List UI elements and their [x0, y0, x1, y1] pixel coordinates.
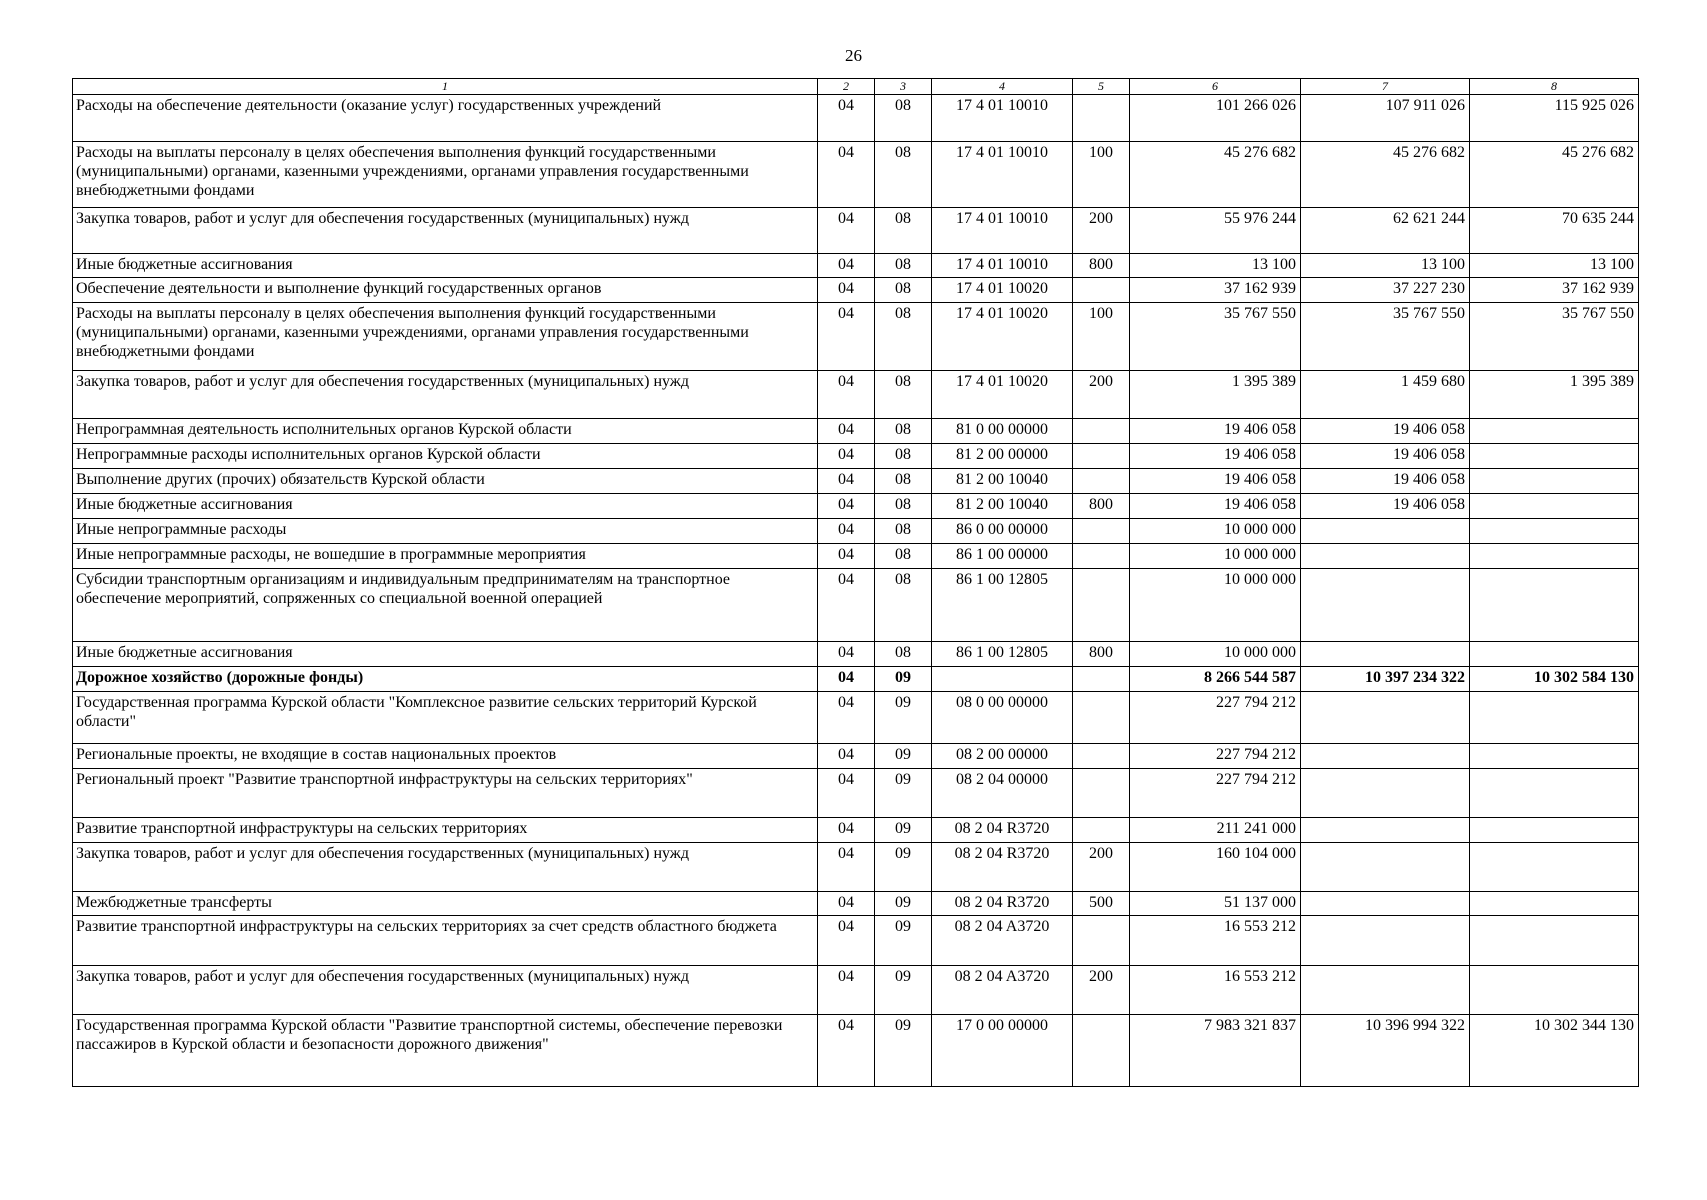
section-code-cell: 04	[818, 692, 875, 744]
target-article-cell: 17 4 01 10010	[932, 95, 1073, 142]
item-name-cell: Иные бюджетные ассигнования	[73, 254, 818, 278]
amount-col8-cell	[1470, 494, 1639, 519]
target-article-cell: 08 2 04 R3720	[932, 818, 1073, 843]
section-code-cell: 04	[818, 769, 875, 818]
subsection-code-cell: 08	[875, 303, 932, 371]
subsection-code-cell: 09	[875, 1015, 932, 1087]
amount-col6-cell: 1 395 389	[1130, 371, 1301, 419]
target-article-cell	[932, 667, 1073, 692]
page-number: 26	[845, 46, 862, 65]
subsection-code-cell: 08	[875, 642, 932, 667]
amount-col8-cell	[1470, 569, 1639, 642]
expense-type-cell	[1073, 544, 1130, 569]
amount-col6-cell: 19 406 058	[1130, 444, 1301, 469]
amount-col6-cell: 211 241 000	[1130, 818, 1301, 843]
amount-col7-cell	[1301, 966, 1470, 1015]
amount-col6-cell: 227 794 212	[1130, 769, 1301, 818]
amount-col8-cell: 10 302 584 130	[1470, 667, 1639, 692]
amount-col7-cell	[1301, 843, 1470, 892]
target-article-cell: 17 4 01 10020	[932, 371, 1073, 419]
target-article-cell: 17 4 01 10010	[932, 208, 1073, 254]
section-code-cell: 04	[818, 469, 875, 494]
amount-col7-cell	[1301, 544, 1470, 569]
target-article-cell: 08 2 04 00000	[932, 769, 1073, 818]
amount-col6-cell: 16 553 212	[1130, 966, 1301, 1015]
table-row	[73, 667, 1639, 692]
amount-col7-cell: 35 767 550	[1301, 303, 1470, 371]
subsection-code-cell: 08	[875, 208, 932, 254]
target-article-cell: 17 4 01 10010	[932, 254, 1073, 278]
amount-col8-cell	[1470, 692, 1639, 744]
amount-col6-cell: 227 794 212	[1130, 744, 1301, 769]
section-code-cell: 04	[818, 208, 875, 254]
subsection-code-cell: 09	[875, 818, 932, 843]
subsection-code-cell: 09	[875, 692, 932, 744]
item-name-cell: Иные бюджетные ассигнования	[73, 642, 818, 667]
amount-col8-cell	[1470, 843, 1639, 892]
amount-col7-cell	[1301, 769, 1470, 818]
amount-col7-cell: 19 406 058	[1301, 444, 1470, 469]
item-name-cell: Дорожное хозяйство (дорожные фонды)	[73, 667, 818, 692]
item-name-cell: Межбюджетные трансферты	[73, 892, 818, 916]
target-article-cell: 81 2 00 10040	[932, 469, 1073, 494]
amount-col7-cell: 37 227 230	[1301, 278, 1470, 303]
item-name-cell: Региональный проект "Развитие транспортной инфраструктуры на сельских территориях"	[73, 769, 818, 818]
target-article-cell: 86 1 00 12805	[932, 642, 1073, 667]
subsection-code-cell: 09	[875, 843, 932, 892]
item-name-cell: Государственная программа Курской области "Развитие транспортной системы, обеспечение перевозки пассажиров в Курской области и безопасности дорожного движения"	[73, 1015, 818, 1087]
expense-type-cell	[1073, 95, 1130, 142]
target-article-cell: 08 2 00 00000	[932, 744, 1073, 769]
expense-type-cell	[1073, 769, 1130, 818]
amount-col7-cell	[1301, 744, 1470, 769]
column-header: 7	[1301, 79, 1470, 95]
amount-col6-cell: 19 406 058	[1130, 469, 1301, 494]
item-name-cell: Закупка товаров, работ и услуг для обеспечения государственных (муниципальных) нужд	[73, 843, 818, 892]
subsection-code-cell: 09	[875, 966, 932, 1015]
section-code-cell: 04	[818, 95, 875, 142]
amount-col8-cell	[1470, 916, 1639, 966]
amount-col6-cell: 35 767 550	[1130, 303, 1301, 371]
amount-col8-cell: 45 276 682	[1470, 142, 1639, 208]
section-code-cell: 04	[818, 494, 875, 519]
item-name-cell: Иные непрограммные расходы	[73, 519, 818, 544]
subsection-code-cell: 08	[875, 278, 932, 303]
amount-col8-cell: 115 925 026	[1470, 95, 1639, 142]
table-row	[73, 254, 1639, 278]
amount-col6-cell: 227 794 212	[1130, 692, 1301, 744]
section-code-cell: 04	[818, 142, 875, 208]
amount-col7-cell	[1301, 818, 1470, 843]
amount-col8-cell: 35 767 550	[1470, 303, 1639, 371]
table-row	[73, 142, 1639, 208]
section-code-cell: 04	[818, 916, 875, 966]
target-article-cell: 17 0 00 00000	[932, 1015, 1073, 1087]
expense-type-cell	[1073, 916, 1130, 966]
amount-col6-cell: 16 553 212	[1130, 916, 1301, 966]
target-article-cell: 17 4 01 10020	[932, 303, 1073, 371]
expense-type-cell	[1073, 444, 1130, 469]
table-row	[73, 208, 1639, 254]
amount-col6-cell: 7 983 321 837	[1130, 1015, 1301, 1087]
column-header: 8	[1470, 79, 1639, 95]
item-name-cell: Субсидии транспортным организациям и индивидуальным предпринимателям на транспортное обеспечение мероприятий, сопряженных со специальной военной операцией	[73, 569, 818, 642]
section-code-cell: 04	[818, 744, 875, 769]
subsection-code-cell: 08	[875, 95, 932, 142]
expense-type-cell: 100	[1073, 303, 1130, 371]
item-name-cell: Закупка товаров, работ и услуг для обеспечения государственных (муниципальных) нужд	[73, 371, 818, 419]
amount-col8-cell	[1470, 544, 1639, 569]
target-article-cell: 08 0 00 00000	[932, 692, 1073, 744]
section-code-cell: 04	[818, 843, 875, 892]
item-name-cell: Закупка товаров, работ и услуг для обеспечения государственных (муниципальных) нужд	[73, 208, 818, 254]
amount-col6-cell: 55 976 244	[1130, 208, 1301, 254]
subsection-code-cell: 09	[875, 892, 932, 916]
subsection-code-cell: 08	[875, 569, 932, 642]
column-header: 2	[818, 79, 875, 95]
expense-type-cell: 800	[1073, 642, 1130, 667]
table-row	[73, 744, 1639, 769]
amount-col8-cell	[1470, 419, 1639, 444]
amount-col8-cell: 13 100	[1470, 254, 1639, 278]
table-row	[73, 818, 1639, 843]
amount-col8-cell: 10 302 344 130	[1470, 1015, 1639, 1087]
expense-type-cell: 800	[1073, 494, 1130, 519]
amount-col7-cell: 13 100	[1301, 254, 1470, 278]
expense-type-cell	[1073, 569, 1130, 642]
amount-col8-cell	[1470, 744, 1639, 769]
column-header: 3	[875, 79, 932, 95]
amount-col6-cell: 51 137 000	[1130, 892, 1301, 916]
expense-type-cell: 500	[1073, 892, 1130, 916]
amount-col8-cell	[1470, 642, 1639, 667]
table-row	[73, 444, 1639, 469]
column-header: 1	[73, 79, 818, 95]
subsection-code-cell: 08	[875, 142, 932, 208]
subsection-code-cell: 08	[875, 469, 932, 494]
amount-col7-cell	[1301, 692, 1470, 744]
expense-type-cell: 200	[1073, 843, 1130, 892]
target-article-cell: 86 0 00 00000	[932, 519, 1073, 544]
amount-col6-cell: 37 162 939	[1130, 278, 1301, 303]
subsection-code-cell: 08	[875, 371, 932, 419]
section-code-cell: 04	[818, 642, 875, 667]
target-article-cell: 86 1 00 00000	[932, 544, 1073, 569]
expense-type-cell: 800	[1073, 254, 1130, 278]
table-row	[73, 1015, 1639, 1087]
table-row	[73, 95, 1639, 142]
expense-type-cell	[1073, 692, 1130, 744]
item-name-cell: Непрограммная деятельность исполнительных органов Курской области	[73, 419, 818, 444]
target-article-cell: 81 2 00 10040	[932, 494, 1073, 519]
subsection-code-cell: 09	[875, 667, 932, 692]
amount-col6-cell: 10 000 000	[1130, 544, 1301, 569]
section-code-cell: 04	[818, 254, 875, 278]
expense-type-cell	[1073, 469, 1130, 494]
section-code-cell: 04	[818, 966, 875, 1015]
item-name-cell: Закупка товаров, работ и услуг для обеспечения государственных (муниципальных) нужд	[73, 966, 818, 1015]
item-name-cell: Развитие транспортной инфраструктуры на сельских территориях	[73, 818, 818, 843]
expense-type-cell	[1073, 667, 1130, 692]
amount-col8-cell	[1470, 966, 1639, 1015]
target-article-cell: 86 1 00 12805	[932, 569, 1073, 642]
amount-col8-cell	[1470, 444, 1639, 469]
item-name-cell: Региональные проекты, не входящие в состав национальных проектов	[73, 744, 818, 769]
subsection-code-cell: 09	[875, 744, 932, 769]
table-row	[73, 519, 1639, 544]
target-article-cell: 08 2 04 A3720	[932, 966, 1073, 1015]
subsection-code-cell: 08	[875, 544, 932, 569]
table-row	[73, 916, 1639, 966]
table-row	[73, 494, 1639, 519]
amount-col7-cell: 10 397 234 322	[1301, 667, 1470, 692]
amount-col8-cell	[1470, 892, 1639, 916]
section-code-cell: 04	[818, 569, 875, 642]
amount-col6-cell: 45 276 682	[1130, 142, 1301, 208]
item-name-cell: Непрограммные расходы исполнительных органов Курской области	[73, 444, 818, 469]
amount-col6-cell: 8 266 544 587	[1130, 667, 1301, 692]
amount-col7-cell: 107 911 026	[1301, 95, 1470, 142]
column-header: 6	[1130, 79, 1301, 95]
subsection-code-cell: 09	[875, 916, 932, 966]
section-code-cell: 04	[818, 892, 875, 916]
amount-col7-cell	[1301, 642, 1470, 667]
subsection-code-cell: 08	[875, 419, 932, 444]
target-article-cell: 81 2 00 00000	[932, 444, 1073, 469]
column-header: 5	[1073, 79, 1130, 95]
target-article-cell: 08 2 04 R3720	[932, 892, 1073, 916]
amount-col6-cell: 160 104 000	[1130, 843, 1301, 892]
amount-col8-cell	[1470, 818, 1639, 843]
section-code-cell: 04	[818, 371, 875, 419]
target-article-cell: 17 4 01 10010	[932, 142, 1073, 208]
expense-type-cell	[1073, 519, 1130, 544]
table-row	[73, 966, 1639, 1015]
amount-col6-cell: 10 000 000	[1130, 569, 1301, 642]
subsection-code-cell: 08	[875, 444, 932, 469]
amount-col7-cell	[1301, 916, 1470, 966]
item-name-cell: Расходы на обеспечение деятельности (оказание услуг) государственных учреждений	[73, 95, 818, 142]
item-name-cell: Расходы на выплаты персоналу в целях обеспечения выполнения функций государственными (муниципальными) органами, казенными учреждениями, органами управления государственными внебюджетными фондами	[73, 303, 818, 371]
amount-col6-cell: 13 100	[1130, 254, 1301, 278]
amount-col7-cell	[1301, 519, 1470, 544]
amount-col8-cell: 37 162 939	[1470, 278, 1639, 303]
item-name-cell: Развитие транспортной инфраструктуры на сельских территориях за счет средств областного бюджета	[73, 916, 818, 966]
target-article-cell: 81 0 00 00000	[932, 419, 1073, 444]
table-row	[73, 469, 1639, 494]
target-article-cell: 08 2 04 R3720	[932, 843, 1073, 892]
expense-type-cell	[1073, 419, 1130, 444]
amount-col7-cell: 10 396 994 322	[1301, 1015, 1470, 1087]
section-code-cell: 04	[818, 667, 875, 692]
amount-col7-cell: 19 406 058	[1301, 419, 1470, 444]
section-code-cell: 04	[818, 818, 875, 843]
target-article-cell: 08 2 04 A3720	[932, 916, 1073, 966]
expense-type-cell	[1073, 278, 1130, 303]
subsection-code-cell: 09	[875, 769, 932, 818]
table-row	[73, 371, 1639, 419]
expense-type-cell	[1073, 744, 1130, 769]
expense-type-cell	[1073, 818, 1130, 843]
header-row	[73, 79, 1639, 95]
amount-col6-cell: 10 000 000	[1130, 519, 1301, 544]
item-name-cell: Иные бюджетные ассигнования	[73, 494, 818, 519]
table-row	[73, 843, 1639, 892]
section-code-cell: 04	[818, 444, 875, 469]
table-row	[73, 419, 1639, 444]
section-code-cell: 04	[818, 303, 875, 371]
table-row	[73, 278, 1639, 303]
amount-col6-cell: 10 000 000	[1130, 642, 1301, 667]
expense-type-cell: 100	[1073, 142, 1130, 208]
subsection-code-cell: 08	[875, 254, 932, 278]
amount-col6-cell: 19 406 058	[1130, 494, 1301, 519]
amount-col7-cell: 62 621 244	[1301, 208, 1470, 254]
item-name-cell: Расходы на выплаты персоналу в целях обеспечения выполнения функций государственными (муниципальными) органами, казенными учреждениями, органами управления государственными внебюджетными фондами	[73, 142, 818, 208]
amount-col7-cell: 45 276 682	[1301, 142, 1470, 208]
expense-type-cell: 200	[1073, 371, 1130, 419]
subsection-code-cell: 08	[875, 519, 932, 544]
expense-type-cell	[1073, 1015, 1130, 1087]
table-row	[73, 692, 1639, 744]
table-row	[73, 892, 1639, 916]
amount-col8-cell	[1470, 469, 1639, 494]
amount-col7-cell: 1 459 680	[1301, 371, 1470, 419]
table-row	[73, 303, 1639, 371]
amount-col6-cell: 19 406 058	[1130, 419, 1301, 444]
section-code-cell: 04	[818, 419, 875, 444]
section-code-cell: 04	[818, 1015, 875, 1087]
subsection-code-cell: 08	[875, 494, 932, 519]
amount-col8-cell	[1470, 769, 1639, 818]
amount-col8-cell: 70 635 244	[1470, 208, 1639, 254]
table-row	[73, 569, 1639, 642]
section-code-cell: 04	[818, 278, 875, 303]
amount-col8-cell: 1 395 389	[1470, 371, 1639, 419]
amount-col7-cell: 19 406 058	[1301, 494, 1470, 519]
budget-table	[72, 78, 1639, 1087]
amount-col7-cell	[1301, 569, 1470, 642]
column-header: 4	[932, 79, 1073, 95]
target-article-cell: 17 4 01 10020	[932, 278, 1073, 303]
amount-col8-cell	[1470, 519, 1639, 544]
amount-col6-cell: 101 266 026	[1130, 95, 1301, 142]
amount-col7-cell: 19 406 058	[1301, 469, 1470, 494]
table-row	[73, 642, 1639, 667]
section-code-cell: 04	[818, 519, 875, 544]
section-code-cell: 04	[818, 544, 875, 569]
amount-col7-cell	[1301, 892, 1470, 916]
expense-type-cell: 200	[1073, 966, 1130, 1015]
table-row	[73, 769, 1639, 818]
table-row	[73, 544, 1639, 569]
item-name-cell: Иные непрограммные расходы, не вошедшие в программные мероприятия	[73, 544, 818, 569]
item-name-cell: Выполнение других (прочих) обязательств Курской области	[73, 469, 818, 494]
expense-type-cell: 200	[1073, 208, 1130, 254]
item-name-cell: Государственная программа Курской области "Комплексное развитие сельских территорий Курской области"	[73, 692, 818, 744]
item-name-cell: Обеспечение деятельности и выполнение функций государственных органов	[73, 278, 818, 303]
